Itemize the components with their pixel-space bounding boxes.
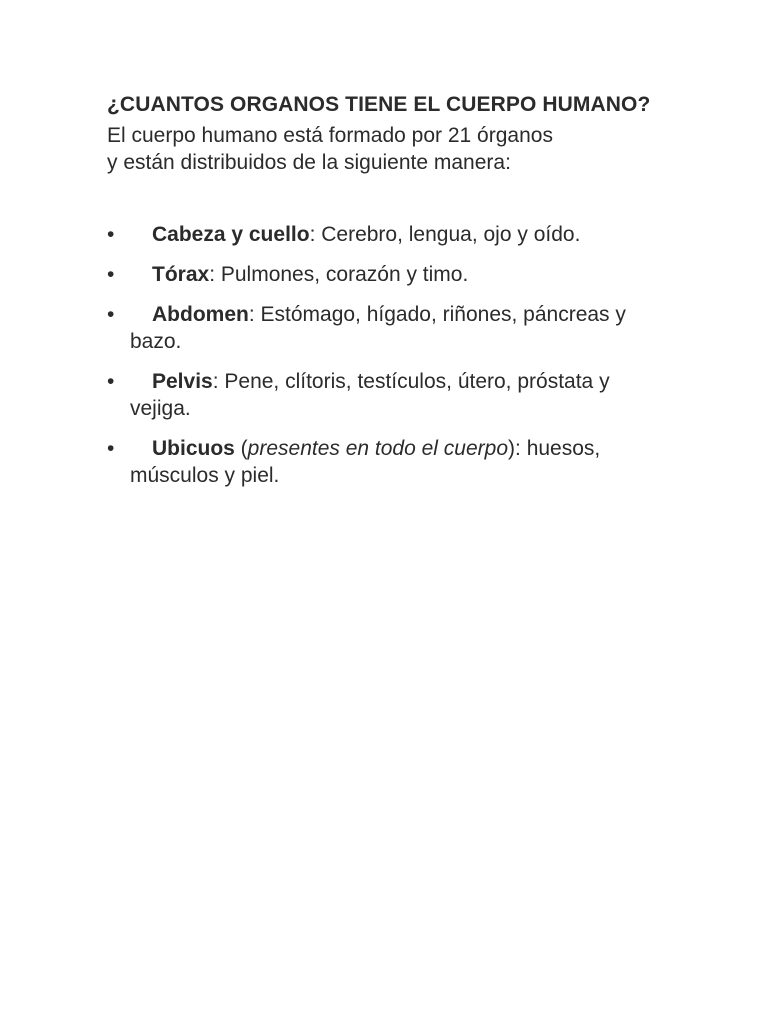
item-term: Tórax [152, 263, 210, 286]
item-term: Abdomen [152, 303, 249, 326]
item-text: : Cerebro, lengua, ojo y oído. [309, 223, 581, 246]
bullet-icon: • [107, 370, 115, 393]
bullet-icon: • [107, 263, 115, 286]
item-italic-note: presentes en todo el cuerpo [247, 437, 509, 460]
item-term: Ubicuos [152, 437, 235, 460]
item-text: ): huesos, músculos y piel. [130, 437, 601, 487]
intro-paragraph [107, 122, 667, 176]
bullet-icon: • [107, 223, 115, 246]
document-title: ¿CUANTOS ORGANOS TIENE EL CUERPO HUMANO? [107, 93, 651, 116]
document-page [107, 92, 667, 502]
bullet-icon: • [107, 303, 115, 326]
item-term: Pelvis [152, 370, 213, 393]
intro-line-2: y están distribuidos de la siguiente manera: [107, 151, 511, 174]
item-text: : Pene, clítoris, testículos, útero, próstata y vejiga. [130, 370, 610, 420]
list-item-ubicuos [107, 435, 667, 489]
intro-line-1: El cuerpo humano está formado por 21 órganos [107, 124, 553, 147]
item-text: : Estómago, hígado, riñones, páncreas y bazo. [130, 303, 626, 353]
list-item-torax [107, 261, 667, 288]
list-item-abdomen [107, 301, 667, 355]
list-item-cabeza [107, 221, 667, 248]
list-item-pelvis [107, 368, 667, 422]
item-paren-open: ( [234, 437, 248, 460]
organ-list [107, 221, 667, 489]
bullet-icon: • [107, 437, 115, 460]
item-term: Cabeza y cuello [152, 223, 310, 246]
item-text: : Pulmones, corazón y timo. [209, 263, 469, 286]
